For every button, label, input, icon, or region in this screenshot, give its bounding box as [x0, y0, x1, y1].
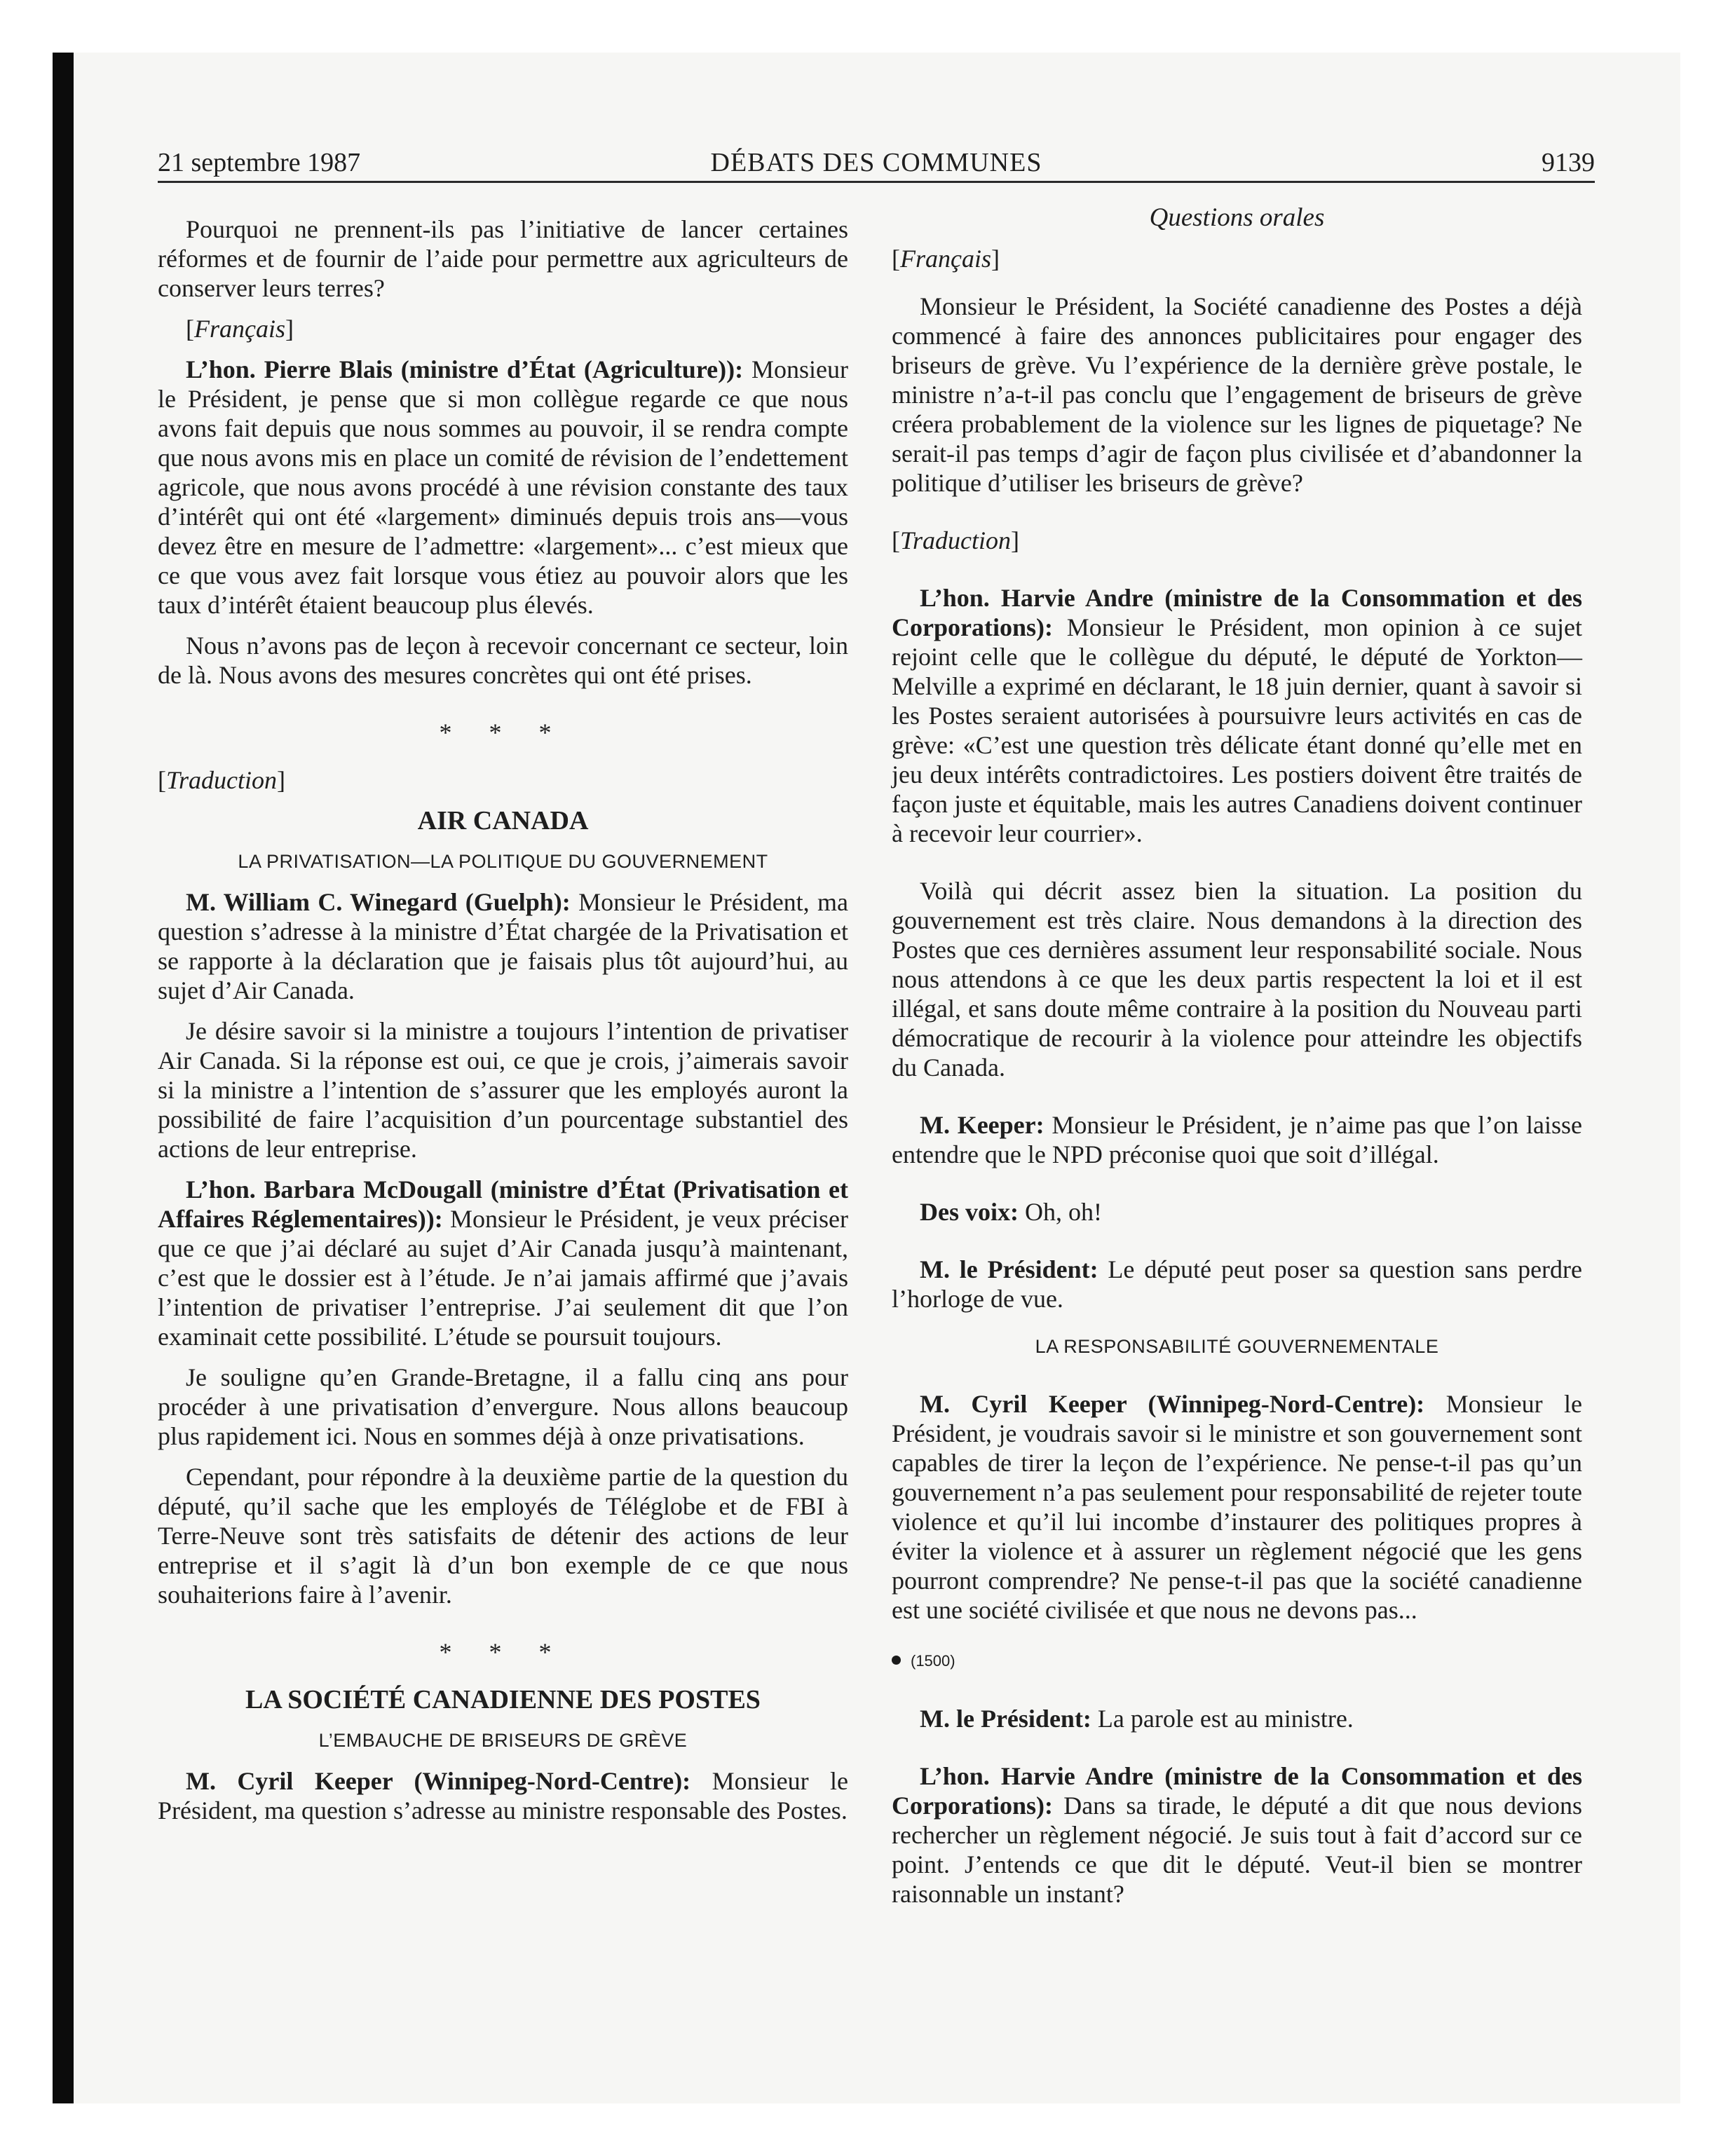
left-column — [158, 203, 848, 1825]
running-head: Questions orales — [1149, 203, 1325, 232]
speaker: Des voix: — [920, 1198, 1019, 1226]
language-note: [Français] — [892, 245, 1000, 273]
language-note: [Traduction] — [892, 526, 1020, 554]
speech: M. Cyril Keeper (Winnipeg-Nord-Centre): Monsieur le Président, ma question s’adresse au ministre responsable des Postes. — [158, 1767, 849, 1824]
paragraph: Cependant, pour répondre à la deuxième partie de la question du député, qu’il sache que les employés de Téléglobe et de FBI à Terre-Neuve sont très satisfaits de détenir des actions de leur entreprise et il s’agit là d’un bon exemple de ce que nous souhaiterions faire à l’avenir. — [158, 1463, 848, 1609]
speaker: M. Cyril Keeper (Winnipeg-Nord-Centre): — [186, 1767, 691, 1795]
speaker: M. le Président: — [920, 1705, 1091, 1733]
right-column — [892, 203, 1582, 1909]
speaker: L’hon. Barbara McDougall (ministre d’État (Privatisation et Affaires Réglementaires)): — [158, 1175, 848, 1233]
speaker: M. William C. Winegard (Guelph): — [186, 888, 571, 916]
paragraph: Je souligne qu’en Grande-Bretagne, il a fallu cinq ans pour procéder à une privatisation d’envergure. Nous allons beaucoup plus rapidement ici. Nous en sommes déjà à onze privatisations. — [158, 1363, 848, 1450]
speaker: L’hon. Harvie Andre (ministre de la Consommation et des Corporations): — [892, 584, 1582, 641]
paragraph: Je désire savoir si la ministre a toujours l’intention de privatiser Air Canada. Si la réponse est oui, ce que je crois, j’aimerais savoir si la ministre a l’intention de s’assurer que les employés auront la possibilité de faire l’acquisition d’un pourcentage substantiel des actions de leur entreprise. — [158, 1017, 848, 1163]
page-header — [158, 146, 1595, 183]
language-note: [Traduction] — [158, 766, 286, 794]
speech: Des voix: Oh, oh! — [920, 1198, 1102, 1226]
speech: M. Cyril Keeper (Winnipeg-Nord-Centre): Monsieur le Président, je voudrais savoir si le ministre et son gouvernement sont capables de tirer la leçon de l’expérience. Ne pense-t-il pas qu’un gouvernement n’a pas seulement pour responsabilité de rejeter toute violence et qu’il lui incombe d’instaurer des politiques propres à éviter la violence et à assurer un règlement négocié que les gens pourront comprendre? Ne pense-t-il pas que la société canadienne est une société civilisée et que nous ne devons pas... — [892, 1390, 1583, 1624]
section-separator: * * * — [439, 718, 567, 746]
paragraph: Monsieur le Président, la Société canadienne des Postes a déjà commencé à faire des annonces publicitaires pour engager des briseurs de grève. Vu l’expérience de la dernière grève postale, le ministre n’a-t-il pas conclu que l’engagement de briseurs de grève créera probablement de la violence sur les lignes de piquetage? Ne serait-il pas temps d’agir de façon plus civilisée et d’abandonner la politique d’utiliser les briseurs de grève? — [892, 292, 1582, 497]
speaker: M. le Président: — [920, 1255, 1098, 1283]
section-subheading: LA RESPONSABILITÉ GOUVERNEMENTALE — [1035, 1336, 1439, 1357]
section-subheading: L’EMBAUCHE DE BRISEURS DE GRÈVE — [318, 1730, 688, 1751]
binding-edge — [53, 53, 74, 2103]
section-heading: AIR CANADA — [417, 806, 589, 835]
speaker: L’hon. Pierre Blais (ministre d’État (Agriculture)): — [186, 355, 744, 383]
speech: M. le Président: La parole est au ministre. — [920, 1705, 1354, 1733]
section-separator: * * * — [439, 1638, 567, 1666]
paragraph: Pourquoi ne prennent-ils pas l’initiative de lancer certaines réformes et de fournir de l’aide pour permettre aux agriculteurs de conserver leurs terres? — [158, 215, 848, 302]
speaker: M. Keeper: — [920, 1111, 1045, 1139]
bullet-icon — [892, 1656, 901, 1665]
speech: M. le Président: Le député peut poser sa question sans perdre l’horloge de vue. — [892, 1255, 1582, 1313]
speech: L’hon. Pierre Blais (ministre d’État (Agriculture)): Monsieur le Président, je pense que si mon collègue regarde ce que nous avons fait depuis que nous sommes au pouvoir, il se rendra compte que nous avons mis en place un comité de révision de l’endettement agricole, que nous avons procédé à une révision constante des taux d’intérêt qui ont été «largement» diminués depuis trois ans—vous devez être en mesure de l’admettre: «largement»... c’est mieux que ce que vous avez fait lorsque vous étiez au pouvoir alors que les taux d’intérêt étaient beaucoup plus élevés. — [158, 355, 848, 619]
header-title: DÉBATS DES COMMUNES — [710, 148, 1042, 177]
paragraph: Voilà qui décrit assez bien la situation. La position du gouvernement est très claire. Nous demandons à la direction des Postes que ces dernières assument leur responsabilité sociale. Nous nous attendons à ce que les deux partis respectent la loi et il est illégal, et sans doute même contraire à la position du Nouveau parti démocratique de recourir à la violence pour atteindre les objectifs du Canada. — [892, 877, 1582, 1082]
time-marker: (1500) — [892, 1643, 1582, 1676]
section-subheading: LA PRIVATISATION—LA POLITIQUE DU GOUVERNEMENT — [238, 851, 768, 872]
speech: M. William C. Winegard (Guelph): Monsieur le Président, ma question s’adresse à la ministre d’État chargée de la Privatisation et se rapporte à la déclaration que je faisais plus tôt aujourd’hui, au sujet d’Air Canada. — [158, 888, 848, 1004]
speaker: L’hon. Harvie Andre (ministre de la Consommation et des Corporations): — [892, 1762, 1582, 1820]
speech: M. Keeper: Monsieur le Président, je n’aime pas que l’on laisse entendre que le NPD préconise quoi que soit d’illégal. — [892, 1111, 1582, 1168]
language-note: [Français] — [186, 315, 294, 343]
header-date: 21 septembre 1987 — [158, 148, 361, 177]
section-heading: LA SOCIÉTÉ CANADIENNE DES POSTES — [245, 1685, 761, 1714]
speech: L’hon. Harvie Andre (ministre de la Consommation et des Corporations): Monsieur le Président, mon opinion à ce sujet rejoint celle que le collègue du député, le député de Yorkton—Melville a exprimé en déclarant, le 18 juin dernier, quant à savoir si les Postes seraient autorisées à poursuivre leurs activités en cas de grève: «C’est une question très délicate étant donné qu’elle met en jeu deux intérêts contradictoires. Les postiers doivent être traités de façon juste et équitable, mais les autres Canadiens doivent continuer à recevoir leur courrier». — [892, 584, 1582, 847]
paragraph: Nous n’avons pas de leçon à recevoir concernant ce secteur, loin de là. Nous avons des mesures concrètes qui ont été prises. — [158, 632, 848, 689]
speech: L’hon. Harvie Andre (ministre de la Consommation et des Corporations): Dans sa tirade, le député a dit que nous devions rechercher un règlement négocié. Je suis tout à fait d’accord sur ce point. J’entends ce que dit le député. Veut-il bien se montrer raisonnable un instant? — [892, 1762, 1582, 1908]
header-page-number: 9139 — [1542, 148, 1595, 177]
speech: L’hon. Barbara McDougall (ministre d’État (Privatisation et Affaires Réglementaires)): Monsieur le Président, je veux préciser que ce que j’ai déclaré au sujet d’Air Canada jusqu’à maintenant, c’est que le dossier est à l’étude. Je n’ai jamais affirmé que j’avais l’intention de privatiser l’entreprise. J’ai seulement dit que l’on examinait cette possibilité. L’étude se poursuit toujours. — [158, 1175, 848, 1351]
speaker: M. Cyril Keeper (Winnipeg-Nord-Centre): — [920, 1390, 1425, 1418]
